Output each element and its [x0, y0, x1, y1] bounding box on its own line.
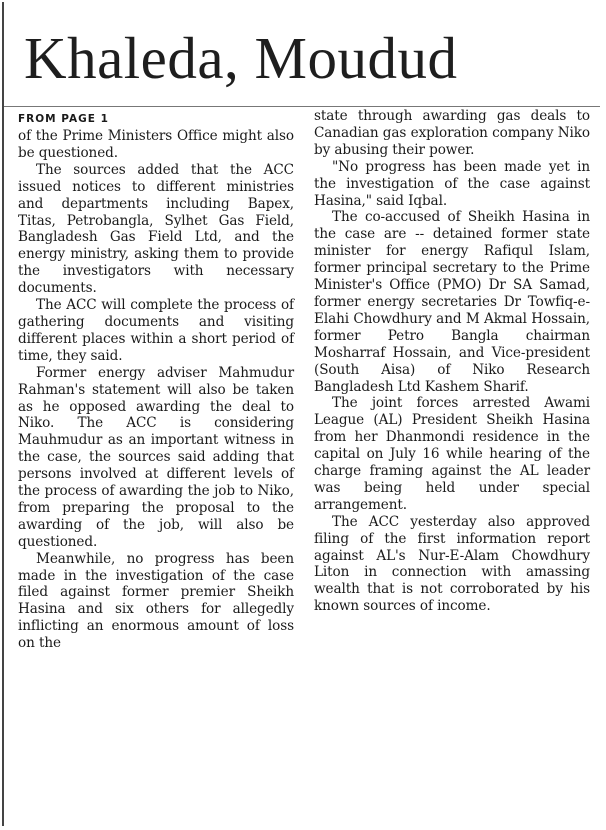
paragraph: "No progress has been made yet in the investigation of the case against Hasina," said Iqbal.	[314, 158, 590, 209]
newspaper-clipping	[2, 2, 600, 826]
paragraph: The co-accused of Sheikh Hasina in the case are -- detained former state minister for energy Rafiqul Islam, former principal secretary to the Prime Minister's Office (PMO) Dr SA Samad, former energy secretaries Dr Towfiq-e-Elahi Chowdhury and M Akmal Hossain, former Petro Bangla chairman Mosharraf Hossain, and Vice-president (South Aisa) of Niko Research Bangladesh Ltd Kashem Sharif.	[314, 209, 590, 395]
paragraph: Former energy adviser Mahmudur Rahman's statement will also be taken as he opposed awarding the deal to Niko. The ACC is considering Mauhmudur as an important witness in the case, the sources said adding that persons involved at different levels of the process of awarding the job to Niko, from preparing the proposal to the awarding of the job, will also be questioned.	[18, 364, 294, 550]
headline-divider	[4, 106, 600, 107]
headline: Khaleda, Moudud	[24, 25, 458, 91]
paragraph: The joint forces arrested Awami League (AL) President Sheikh Hasina from her Dhanmondi residence in the capital on July 16 while hearing of the charge framing against the AL leader was being held under special arrangement.	[314, 395, 590, 513]
paragraph: The ACC yesterday also approved filing of the first information report against AL's Nur-E-Alam Chowdhury Liton in connection with amassing wealth that is not corroborated by his known sources of income.	[314, 513, 590, 615]
right-column	[314, 108, 590, 615]
paragraph: of the Prime Ministers Office might also be questioned.	[18, 128, 294, 161]
left-column	[18, 112, 294, 652]
paragraph: state through awarding gas deals to Canadian gas exploration company Niko by abusing their power.	[314, 108, 590, 158]
paragraph: The sources added that the ACC issued notices to different ministries and departments including Bapex, Titas, Petrobangla, Sylhet Gas Field, Bangladesh Gas Field Ltd, and the energy ministry, asking them to provide the investigators with necessary documents.	[18, 161, 294, 297]
paragraph: Meanwhile, no progress has been made in the investigation of the case filed against former premier Sheikh Hasina and six others for allegedly inflicting an enormous amount of loss on the	[18, 550, 294, 652]
paragraph: The ACC will complete the process of gathering documents and visiting different places within a short period of time, they said.	[18, 297, 294, 364]
kicker-from-page: FROM PAGE 1	[18, 113, 109, 125]
